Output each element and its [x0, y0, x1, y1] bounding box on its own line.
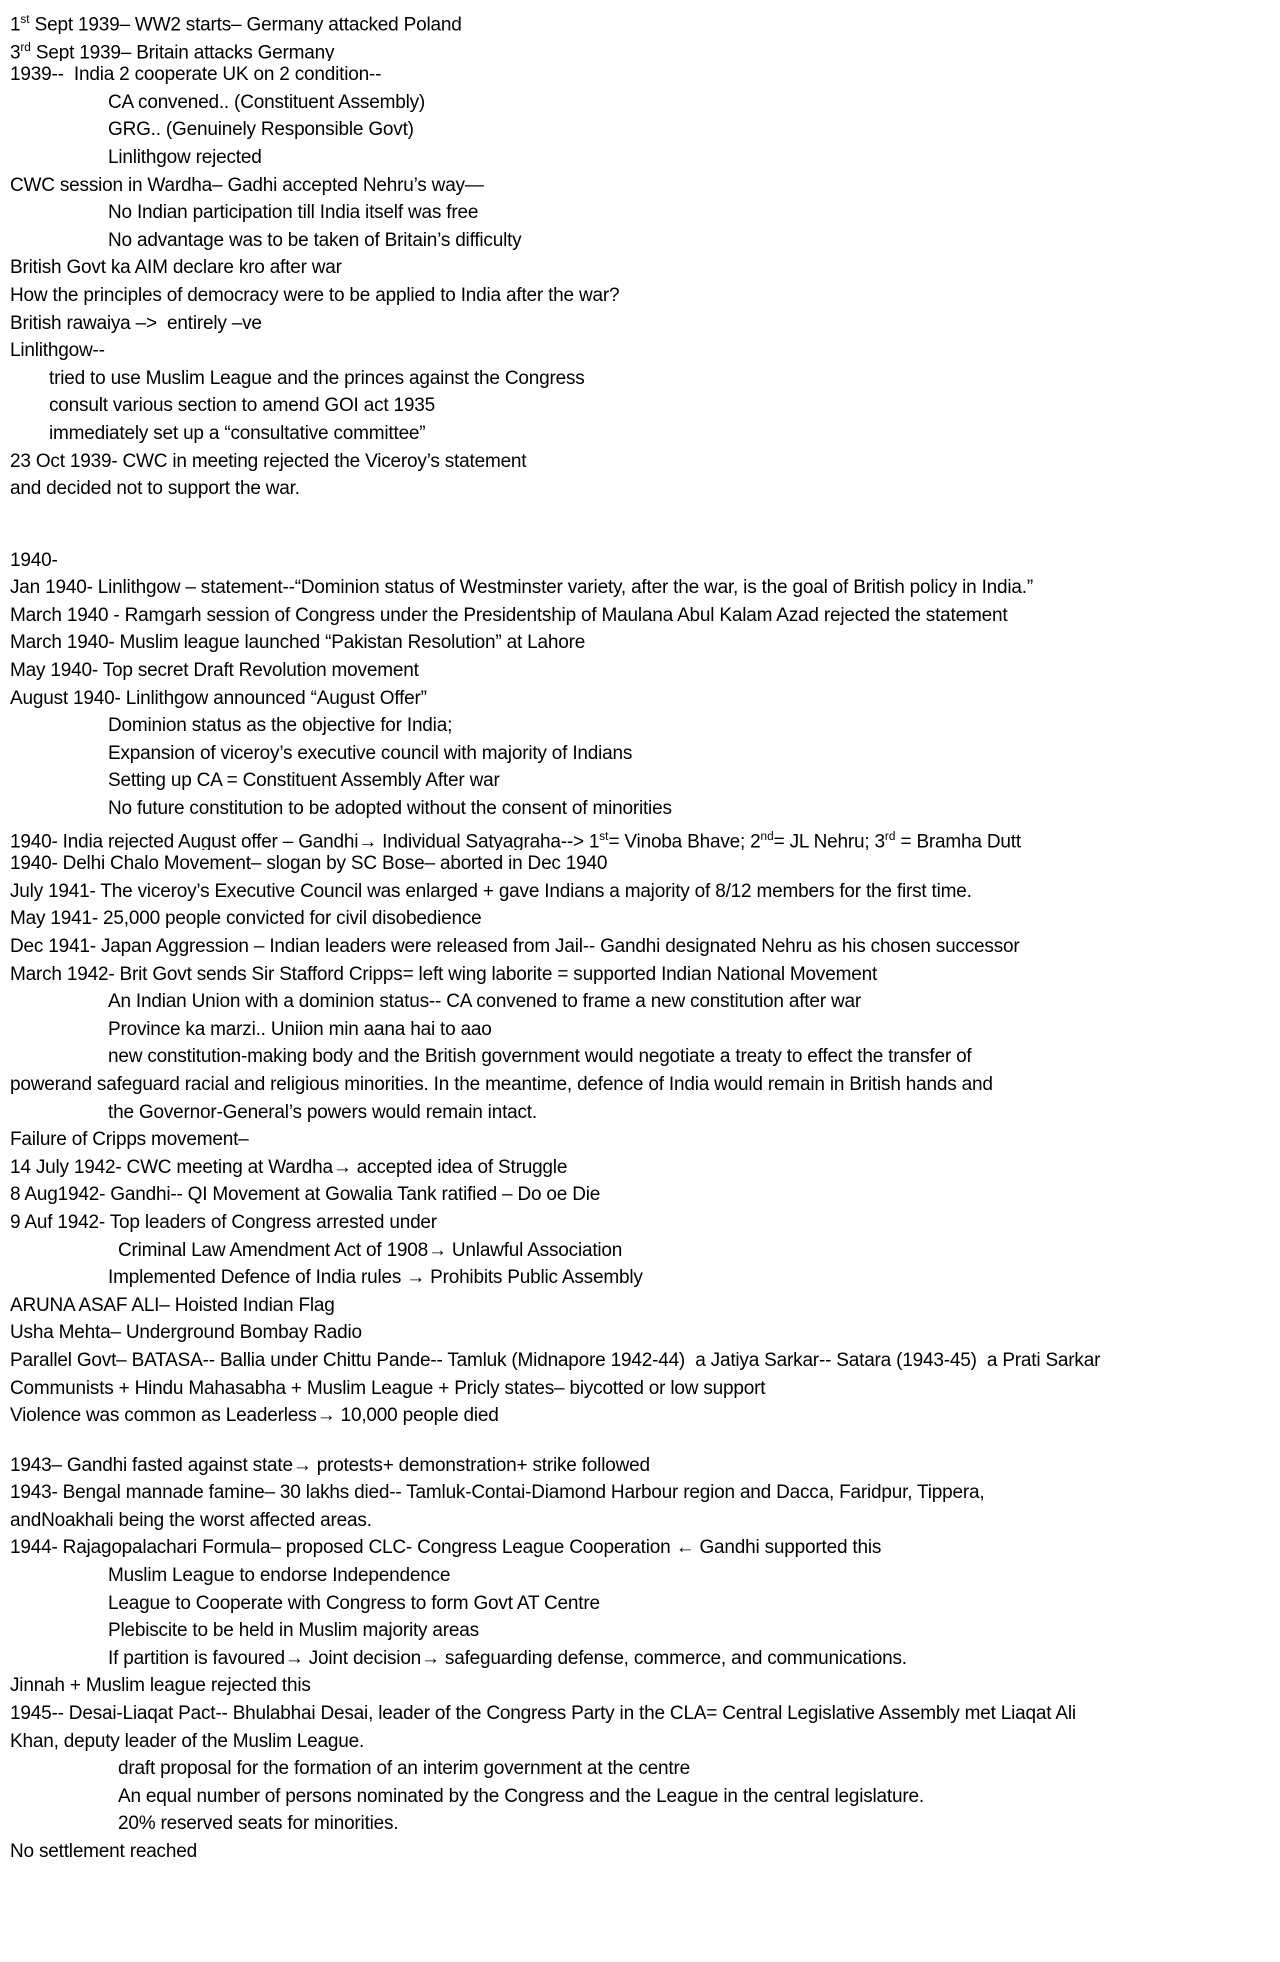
text-segment: 3: [10, 41, 21, 62]
text-line: 1940- Delhi Chalo Movement– slogan by SC Bose– aborted in Dec 1940: [10, 853, 608, 875]
text-line: Criminal Law Amendment Act of 1908→ Unlawful Association: [118, 1239, 623, 1261]
text-line: 8 Aug1942- Gandhi-- QI Movement at Gowalia Tank ratified – Do oe Die: [10, 1184, 601, 1206]
text-line: 1944- Rajagopalachari Formula– proposed CLC- Congress League Cooperation ← Gandhi supported this: [10, 1537, 882, 1559]
text-line: 20% reserved seats for minorities.: [118, 1813, 399, 1835]
text-line: May 1941- 25,000 people convicted for civil disobedience: [10, 908, 482, 930]
text-line: Plebiscite to be held in Muslim majority areas: [108, 1620, 479, 1642]
text-segment: = Vinoba Bhave; 2: [608, 830, 761, 851]
ordinal-superscript: st: [20, 13, 30, 26]
text-line: British Govt ka AIM declare kro after war: [10, 257, 342, 279]
text-line: Province ka marzi.. Uniion min aana hai to aao: [108, 1018, 492, 1040]
ordinal-superscript: st: [599, 829, 609, 843]
text-line: Linlithgow rejected: [108, 146, 262, 168]
text-line: Implemented Defence of India rules → Prohibits Public Assembly: [108, 1267, 643, 1289]
text-segment: 1: [10, 14, 21, 34]
text-line: No Indian participation till India itself was free: [108, 202, 479, 224]
ordinal-superscript: rd: [884, 829, 896, 843]
text-line: powerand safeguard racial and religious minorities. In the meantime, defence of India would remain in British hands and: [10, 1073, 993, 1095]
text-line: 1943– Gandhi fasted against state→ protests+ demonstration+ strike followed: [10, 1454, 650, 1476]
blank-line: [0, 525, 1280, 547]
text-line: and decided not to support the war.: [10, 478, 300, 500]
text-line: tried to use Muslim League and the princes against the Congress: [49, 367, 585, 389]
text-line: March 1940 - Ramgarh session of Congress under the Presidentship of Maulana Abul Kalam Azad rejected the statement: [10, 604, 1008, 626]
text-segment: = JL Nehru; 3: [773, 830, 885, 851]
text-line: March 1942- Brit Govt sends Sir Stafford Cripps= left wing laborite = supported Indian National Movement: [10, 963, 878, 985]
text-line: An Indian Union with a dominion status-- CA convened to frame a new constitution after war: [108, 991, 861, 1013]
text-line: August 1940- Linlithgow announced “August Offer”: [10, 687, 427, 709]
text-line: [0, 6, 1280, 34]
text-line: 14 July 1942- CWC meeting at Wardha→ accepted idea of Struggle: [10, 1156, 568, 1178]
text-line: Jinnah + Muslim league rejected this: [10, 1675, 311, 1697]
text-line: July 1941- The viceroy’s Executive Council was enlarged + gave Indians a majority of 8/12 members for the first time.: [10, 880, 972, 902]
text-line: 1940-: [10, 549, 58, 571]
text-line: immediately set up a “consultative committee”: [49, 422, 426, 444]
text-segment: Sept 1939– WW2 starts– Germany attacked Poland: [29, 14, 462, 34]
blank-line: [0, 1430, 1280, 1452]
text-line: draft proposal for the formation of an interim government at the centre: [118, 1758, 690, 1780]
text-line: May 1940- Top secret Draft Revolution movement: [10, 660, 419, 682]
text-segment: Sept 1939– Britain attacks Germany: [30, 41, 335, 62]
text-line: GRG.. (Genuinely Responsible Govt): [108, 119, 414, 141]
text-line: No settlement reached: [10, 1841, 197, 1862]
text-line: Usha Mehta– Underground Bombay Radio: [10, 1322, 362, 1344]
text-line: 9 Auf 1942- Top leaders of Congress arrested under: [10, 1211, 437, 1233]
document-body: [0, 6, 1280, 1866]
text-line: Muslim League to endorse Independence: [108, 1565, 451, 1587]
text-line: If partition is favoured→ Joint decision→ safeguarding defense, commerce, and communications.: [108, 1647, 907, 1669]
text-line: Parallel Govt– BATASA-- Ballia under Chittu Pande-- Tamluk (Midnapore 1942-44) a Jatiya Sarkar-- Satara (1943-45) a Prati Sarkar: [10, 1349, 1101, 1371]
text-line: CWC session in Wardha– Gadhi accepted Nehru’s way—: [10, 174, 484, 196]
text-line: 23 Oct 1939- CWC in meeting rejected the Viceroy’s statement: [10, 450, 527, 472]
text-line: No future constitution to be adopted without the consent of minorities: [108, 798, 672, 820]
text-line: new constitution-making body and the British government would negotiate a treaty to effect the transfer of: [108, 1046, 972, 1068]
text-line: Jan 1940- Linlithgow – statement--“Dominion status of Westminster variety, after the war, is the goal of British policy in India.”: [10, 577, 1033, 599]
text-line: Dominion status as the objective for India;: [108, 715, 453, 737]
text-line: [0, 823, 1280, 851]
text-segment: 1940- India rejected August offer – Gandhi→ Individual Satyagraha--> 1: [10, 830, 600, 851]
text-segment: = Bramha Dutt: [895, 830, 1021, 851]
text-line: 1939-- India 2 cooperate UK on 2 condition--: [10, 64, 382, 86]
text-line: consult various section to amend GOI act 1935: [49, 395, 435, 417]
text-line: Linlithgow--: [10, 340, 105, 362]
text-line: Failure of Cripps movement–: [10, 1129, 249, 1151]
text-line: Khan, deputy leader of the Muslim League.: [10, 1730, 365, 1752]
blank-line: [0, 503, 1280, 525]
text-line: March 1940- Muslim league launched “Pakistan Resolution” at Lahore: [10, 632, 586, 654]
text-line: ARUNA ASAF ALI– Hoisted Indian Flag: [10, 1294, 335, 1316]
text-line: Setting up CA = Constituent Assembly After war: [108, 770, 500, 792]
text-line: League to Cooperate with Congress to form Govt AT Centre: [108, 1592, 600, 1614]
text-line: the Governor-General’s powers would remain intact.: [108, 1101, 537, 1123]
text-line: Dec 1941- Japan Aggression – Indian leaders were released from Jail-- Gandhi designated Nehru as his chosen successor: [10, 936, 1020, 957]
text-line: Violence was common as Leaderless→ 10,000 people died: [10, 1405, 499, 1427]
text-line: An equal number of persons nominated by the Congress and the League in the central legislature.: [118, 1785, 924, 1807]
text-line: [0, 34, 1280, 62]
text-line: Communists + Hindu Mahasabha + Muslim League + Pricly states– biycotted or low support: [10, 1377, 766, 1399]
text-line: No advantage was to be taken of Britain’s difficulty: [108, 229, 522, 251]
text-line: CA convened.. (Constituent Assembly): [108, 91, 426, 113]
text-line: How the principles of democracy were to be applied to India after the war?: [10, 284, 620, 306]
text-line: 1945-- Desai-Liaqat Pact-- Bhulabhai Desai, leader of the Congress Party in the CLA= Central Legislative Assembly met Liaqat Ali: [10, 1703, 1076, 1725]
ordinal-superscript: rd: [20, 40, 31, 54]
text-line: 1943- Bengal mannade famine– 30 lakhs died-- Tamluk-Contai-Diamond Harbour region and Dacca, Faridpur, Tippera,: [10, 1482, 985, 1504]
text-line: andNoakhali being the worst affected areas.: [10, 1509, 372, 1531]
text-line: Expansion of viceroy’s executive council with majority of Indians: [108, 742, 633, 764]
ordinal-superscript: nd: [760, 829, 774, 843]
text-line: British rawaiya –> entirely –ve: [10, 312, 262, 334]
